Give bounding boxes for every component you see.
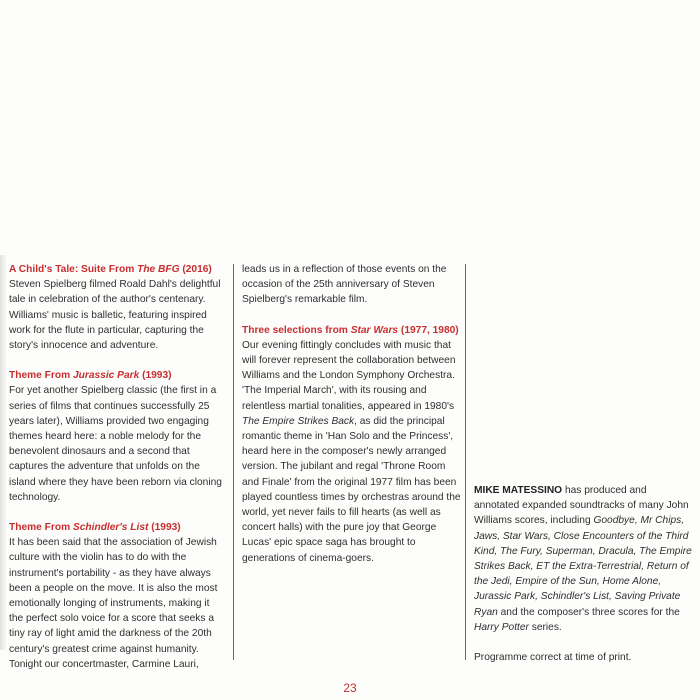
section-body: leads us in a reflection of those events on the occasion of the 25th anniversary of Steven Spielberg's remarkable film.: [242, 264, 447, 306]
bio-text: series.: [528, 621, 562, 633]
film-title: The Empire Strikes Back: [242, 415, 355, 427]
section-heading: [9, 368, 224, 383]
page-number: 23: [343, 681, 357, 695]
column-middle: [242, 262, 464, 581]
section-heading: [9, 520, 224, 535]
heading-prefix: Theme From: [9, 522, 73, 534]
bio-text: has produced and annotated expanded soundtracks of many John Williams scores, including: [474, 485, 689, 527]
column-divider-left: [233, 264, 234, 660]
heading-title: The BFG: [137, 264, 180, 275]
column-divider-right: [465, 264, 466, 660]
film-list: Goodbye, Mr Chips, Jaws, Star Wars, Close Encounters of the Third Kind, The Fury, Superman, Dracula, The Empire Strikes Back, ET the Extra-Terrestrial, Return of the Jedi, Empire of the Sun, Home Alone, Jurassic Park, Schindler's List, Saving Private Ryan: [474, 515, 692, 618]
body-text: , as did the principal romantic theme in 'Han Solo and the Princess', heard here in the composer's newly arranged version. The jubilant and regal 'Throne Room and Finale' from the original 1977 film has been played countless times by orchestras around the world, yet never fails to fill hearts (as well as concert halls) with the pure joy that George Lucas' epic space saga has brought to generations of cinema-goers.: [242, 415, 461, 564]
print-note: Programme correct at time of print.: [474, 652, 632, 664]
section-continuation: [242, 262, 464, 308]
heading-title: Jurassic Park: [72, 370, 140, 382]
section-schindlers-list: [9, 520, 224, 672]
section-jurassic-park: [9, 368, 224, 505]
author-bio: [474, 483, 692, 635]
page-spine-shadow: [0, 255, 6, 650]
section-body: For yet another Spielberg classic (the first in a series of films that continues successfully 25 years later), Williams provided two engaging themes heard here: a noble melody for the benevolent dinosaurs and a second that captures the adventure that unfolds on the island where they have been reborn via cloning technology.: [9, 385, 222, 503]
heading-title: Star Wars: [350, 324, 399, 336]
section-body: It has been said that the association of Jewish culture with the violin has to do with the instrument's portability - as they have always been a people on the move. It is also the most emotionally longing of instruments, making it the perfect solo voice for a score that seeks a tiny ray of light amid the darkness of the 20th century's greatest crime against humanity. Tonight our concertmaster, Carmine Lauri,: [9, 537, 218, 670]
section-bfg: [9, 262, 224, 353]
heading-title: Schindler's List: [72, 522, 149, 534]
heading-prefix: Theme From: [9, 370, 73, 382]
heading-year: (1993): [139, 370, 172, 382]
bio-text: and the composer's three scores for the: [497, 606, 680, 618]
heading-year: (2016): [179, 264, 212, 275]
section-body: [242, 338, 464, 566]
section-heading: [242, 323, 464, 338]
section-body: Steven Spielberg filmed Roald Dahl's delightful tale in celebration of the author's centenary. Williams' music is balletic, featuring inspired work for the flute in particular, capturing the story's innocence and adventure.: [9, 279, 221, 352]
heading-year: (1977, 1980): [398, 324, 459, 336]
column-right: [474, 483, 692, 665]
column-left: [9, 262, 224, 687]
section-heading: [9, 262, 224, 277]
body-text: Our evening fittingly concludes with music that will forever represent the collaboration between Williams and the London Symphony Orchestra. 'The Imperial March', with its rousing and relentless martial tonalities, appeared in 1980's: [242, 339, 456, 412]
author-name: MIKE MATESSINO: [474, 485, 563, 496]
heading-prefix: A Child's Tale: Suite From: [9, 264, 138, 275]
film-series: Harry Potter: [474, 621, 529, 633]
heading-prefix: Three selections from: [242, 324, 351, 336]
section-star-wars: [242, 323, 464, 566]
heading-year: (1993): [148, 522, 181, 534]
